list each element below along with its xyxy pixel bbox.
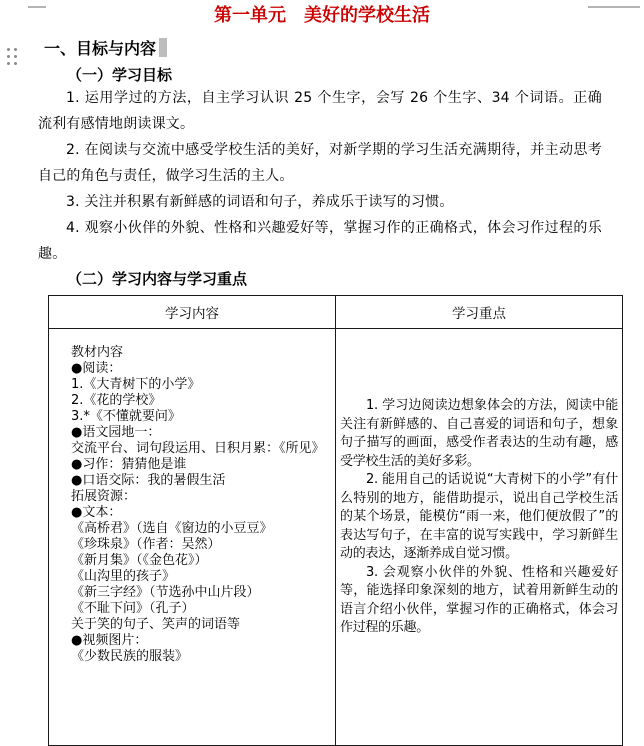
content-line: 《高桥君》（选自《窗边的小豆豆》 bbox=[71, 521, 273, 536]
subheading-learning-goals: （一）学习目标 bbox=[67, 66, 173, 84]
content-line: 关于笑的句子、笑声的词语等 bbox=[71, 617, 241, 632]
content-line: 《少数民族的服装》 bbox=[71, 649, 189, 664]
column-header-content: 学习内容 bbox=[49, 296, 336, 329]
column-header-focus: 学习重点 bbox=[336, 296, 623, 329]
drag-handle-icon[interactable] bbox=[7, 48, 19, 67]
table-body-row bbox=[49, 329, 623, 746]
content-line: ●语文园地一： bbox=[71, 425, 161, 440]
section-heading bbox=[44, 38, 644, 59]
content-line: 《山沟里的孩子》 bbox=[71, 569, 176, 584]
focus-paragraph: 1. 学习边阅读边想象体会的方法，阅读中能关注有新鲜感的、自己喜爱的词语和句子，想象句子描写的画面，感受作者表达的生动有趣，感受学校生活的美好多彩。 bbox=[340, 398, 618, 469]
content-line: ●口语交际：我的暑假生活 bbox=[71, 473, 226, 488]
content-line: 2.《花的学校》 bbox=[71, 393, 162, 408]
page-title: 第一单元 美好的学校生活 bbox=[214, 5, 430, 26]
content-focus-table bbox=[48, 295, 623, 746]
content-line: 交流平台、词句段运用、日积月累：《所见》 bbox=[71, 441, 325, 456]
learning-goals-list bbox=[0, 85, 644, 267]
content-line: 3.*《不懂就要问》 bbox=[71, 409, 181, 424]
document-page bbox=[0, 4, 644, 664]
focus-paragraph: 2. 能用自己的话说说“大青树下的小学”有什么特别的地方，能借助提示，说出自己学校生活的某个场景，能模仿“雨一来，他们便放假了”的表达写句子，在丰富的说写实践中，学习新鲜生动的表达，逐渐养成自觉习惯。 bbox=[340, 472, 618, 561]
cell-learning-focus bbox=[336, 329, 623, 746]
content-line: ●视频图片： bbox=[71, 633, 148, 648]
content-line: ●阅读： bbox=[71, 361, 122, 376]
content-line: ●文本： bbox=[71, 505, 122, 520]
content-line: 《不耻下问》（孔子） bbox=[71, 601, 195, 616]
table-header-row bbox=[49, 296, 623, 329]
text-cursor bbox=[159, 38, 167, 57]
text-boundary-mark bbox=[28, 6, 46, 8]
goal-paragraph: 4. 观察小伙伴的外貌、性格和兴趣爱好等，掌握习作的正确格式，体会习作过程的乐趣。 bbox=[38, 220, 602, 262]
content-line: 《珍珠泉》（作者：吴然） bbox=[71, 537, 221, 552]
content-line: 《新月集》（《金色花》） bbox=[71, 553, 208, 568]
content-line: 拓展资源： bbox=[71, 489, 137, 504]
cell-learning-content bbox=[49, 329, 336, 746]
content-line: ●习作：猜猜他是谁 bbox=[71, 457, 187, 472]
goal-paragraph: 1. 运用学过的方法，自主学习认识 25 个生字，会写 26 个生字、34 个词语。正确流利有感情地朗读课文。 bbox=[38, 90, 602, 132]
section-heading-text: 一、目标与内容 bbox=[44, 39, 157, 58]
content-line: 1.《大青树下的小学》 bbox=[71, 377, 201, 392]
focus-paragraph: 3. 会观察小伙伴的外貌、性格和兴趣爱好等，能选择印象深刻的地方，试着用新鲜生动的语言介绍小伙伴，掌握习作的正确格式，体会习作过程的乐趣。 bbox=[340, 564, 618, 635]
goal-paragraph: 2. 在阅读与交流中感受学校生活的美好，对新学期的学习生活充满期待，并主动思考自己的角色与责任，做学习生活的主人。 bbox=[38, 142, 602, 184]
text-boundary-mark bbox=[588, 6, 640, 8]
goal-paragraph: 3. 关注并积累有新鲜感的词语和句子，养成乐于读写的习惯。 bbox=[66, 194, 454, 210]
content-line: 《新三字经》（节选孙中山片段） bbox=[71, 585, 260, 600]
subheading-content-and-focus: （二）学习内容与学习重点 bbox=[67, 270, 248, 288]
content-line: 教材内容 bbox=[71, 345, 124, 360]
